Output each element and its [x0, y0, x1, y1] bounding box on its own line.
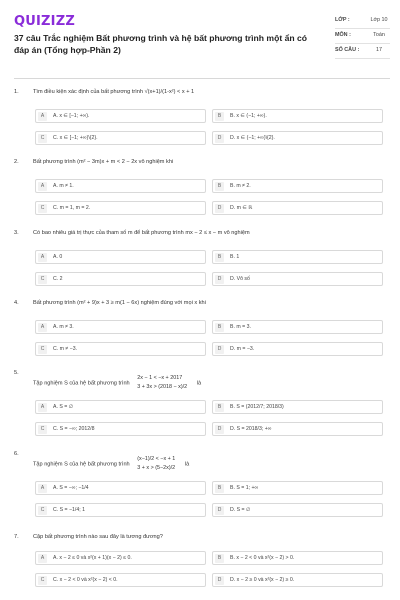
options — [35, 551, 390, 587]
option-text: A. S = ∅ — [53, 404, 74, 410]
question-text: Tập nghiệm S của hệ bất phương trình — [33, 461, 130, 468]
options — [35, 179, 390, 215]
question-6 — [14, 450, 390, 513]
option-text: D. S = ∅ — [230, 507, 251, 513]
option-d[interactable] — [212, 422, 383, 436]
option-text: A. S = −∞; −1/4 — [53, 485, 89, 491]
option-letter: C — [38, 576, 47, 585]
meta-label: SỐ CÂU : — [335, 47, 360, 53]
option-d[interactable] — [212, 201, 383, 215]
option-text: B. x − 2 < 0 và x²(x − 2) > 0. — [230, 555, 295, 561]
system-line: 2x − 1 < −x + 2017 — [137, 375, 183, 381]
option-letter: D — [215, 204, 224, 213]
option-letter: A — [38, 484, 47, 493]
options — [35, 250, 390, 286]
question-text: Có bao nhiêu giá trị thực của tham số m để bất phương trình mx − 2 ≤ x − m vô nghiệm — [33, 230, 250, 236]
option-letter: C — [38, 425, 47, 434]
option-text: D. S = 2018/3; +∞ — [230, 426, 272, 432]
option-letter: B — [215, 554, 224, 563]
option-text: C. S = −∞; 2012/8 — [53, 426, 95, 432]
options — [35, 320, 390, 356]
meta-value: Lớp 10 — [370, 17, 388, 23]
option-letter: A — [38, 403, 47, 412]
question-suffix: là — [184, 461, 190, 468]
option-d[interactable] — [212, 573, 383, 587]
option-text: C. m = 1, m = 2. — [53, 205, 91, 211]
options — [35, 481, 390, 517]
option-a[interactable] — [35, 250, 206, 264]
option-letter: A — [38, 323, 47, 332]
quizizz-logo: QUIZIZZ — [14, 14, 75, 29]
option-a[interactable] — [35, 109, 206, 123]
option-d[interactable] — [212, 131, 383, 145]
option-letter: B — [215, 484, 224, 493]
question-4 — [14, 299, 390, 352]
option-letter: D — [215, 576, 224, 585]
header-divider — [14, 78, 390, 79]
option-text: B. x ∈ (−1; +∞). — [230, 113, 267, 119]
question-3 — [14, 229, 390, 282]
option-letter: A — [38, 554, 47, 563]
option-text: A. x ∈ [−1; +∞). — [53, 113, 90, 119]
option-text: D. x ∈ (−1; +∞)\{2}. — [230, 135, 275, 141]
option-text: B. 1 — [230, 254, 240, 260]
option-c[interactable] — [35, 503, 206, 517]
options — [35, 400, 390, 436]
option-letter: C — [38, 275, 47, 284]
option-letter: D — [215, 345, 224, 354]
option-b[interactable] — [212, 250, 383, 264]
option-b[interactable] — [212, 320, 383, 334]
option-a[interactable] — [35, 179, 206, 193]
option-b[interactable] — [212, 400, 383, 414]
option-a[interactable] — [35, 551, 206, 565]
meta-row-count — [335, 44, 390, 59]
option-letter: C — [38, 345, 47, 354]
option-letter: C — [38, 506, 47, 515]
option-b[interactable] — [212, 481, 383, 495]
question-1 — [14, 88, 390, 141]
option-text: C. m ≠ −3. — [53, 346, 78, 352]
question-suffix: là — [196, 380, 202, 387]
question-number: 4. — [14, 300, 19, 306]
option-text: A. m ≠ 3. — [53, 324, 74, 330]
system-line: 3 + 3x > (2018 − x)/2 — [137, 384, 188, 390]
meta-panel — [335, 14, 390, 59]
option-text: B. m = 3. — [230, 324, 251, 330]
option-letter: C — [38, 204, 47, 213]
option-letter: D — [215, 275, 224, 284]
option-c[interactable] — [35, 422, 206, 436]
question-text: Bất phương trình (m² + 9)x + 3 ≥ m(1 − 6x) nghiệm đúng với mọi x khi — [33, 300, 206, 306]
system-line: 3 + x > (5−2x)/2 — [137, 465, 176, 471]
question-number: 2. — [14, 159, 19, 165]
question-number: 3. — [14, 230, 19, 236]
option-a[interactable] — [35, 481, 206, 495]
options — [35, 109, 390, 145]
option-text: A. m ≠ 1. — [53, 183, 74, 189]
option-c[interactable] — [35, 272, 206, 286]
option-letter: C — [38, 134, 47, 143]
option-letter: B — [215, 253, 224, 262]
option-letter: B — [215, 182, 224, 191]
option-letter: A — [38, 253, 47, 262]
meta-row-subject — [335, 29, 390, 44]
option-c[interactable] — [35, 201, 206, 215]
option-text: C. S = −1/4; 1 — [53, 507, 86, 513]
option-d[interactable] — [212, 503, 383, 517]
option-a[interactable] — [35, 400, 206, 414]
question-number: 1. — [14, 89, 19, 95]
system-line: (x−1)/2 < −x + 1 — [137, 456, 176, 462]
option-c[interactable] — [35, 573, 206, 587]
question-number: 7. — [14, 534, 19, 540]
option-b[interactable] — [212, 551, 383, 565]
meta-label: LỚP : — [335, 17, 350, 23]
option-letter: D — [215, 506, 224, 515]
option-text: A. x − 2 ≤ 0 và x²(x + 1)(x − 2) ≤ 0. — [53, 555, 132, 561]
option-text: B. m ≠ 2. — [230, 183, 251, 189]
inequality-system — [137, 455, 175, 473]
option-text: A. 0 — [53, 254, 63, 260]
question-2 — [14, 158, 390, 211]
option-text: D. m ∈ ℝ — [230, 205, 253, 211]
question-5 — [14, 369, 390, 432]
meta-label: MÔN : — [335, 32, 351, 38]
option-letter: D — [215, 425, 224, 434]
option-text: B. S = 1; +∞ — [230, 485, 259, 491]
question-7 — [14, 533, 390, 583]
option-c[interactable] — [35, 131, 206, 145]
option-letter: A — [38, 112, 47, 121]
option-letter: D — [215, 134, 224, 143]
option-text: C. x ∈ [−1; +∞)\{2}. — [53, 135, 98, 141]
option-c[interactable] — [35, 342, 206, 356]
question-text: Cặp bất phương trình nào sau đây là tương đương? — [33, 534, 163, 540]
option-a[interactable] — [35, 320, 206, 334]
option-letter: A — [38, 182, 47, 191]
option-text: C. x − 2 < 0 và x²(x − 2) < 0. — [53, 577, 118, 583]
inequality-system — [137, 374, 187, 392]
option-text: B. S = (2012/7; 2018/3) — [230, 404, 284, 410]
option-text: D. x − 2 ≥ 0 và x²(x − 2) ≥ 0. — [230, 577, 295, 583]
question-text: Tập nghiệm S của hệ bất phương trình — [33, 380, 130, 387]
meta-value: Toán — [373, 32, 385, 38]
option-d[interactable] — [212, 272, 383, 286]
question-number: 5. — [14, 370, 19, 376]
option-letter: B — [215, 112, 224, 121]
option-letter: B — [215, 323, 224, 332]
option-text: C. 2 — [53, 276, 63, 282]
option-d[interactable] — [212, 342, 383, 356]
option-b[interactable] — [212, 179, 383, 193]
meta-value: 17 — [376, 47, 382, 53]
option-text: D. m = −3. — [230, 346, 255, 352]
option-letter: B — [215, 403, 224, 412]
question-number: 6. — [14, 451, 19, 457]
question-text: Bất phương trình (m² − 3m)x + m < 2 − 2x vô nghiệm khi — [33, 159, 174, 165]
page-title: 37 câu Trắc nghiệm Bất phương trình và hệ bất phương trình một ẩn có đáp án (Tổng hợp-Phần 2) — [14, 33, 308, 55]
question-text: Tìm điều kiện xác định của bất phương trình √(x+1)/(1-x²) < x + 1 — [33, 89, 195, 95]
option-text: D. Vô số — [230, 276, 250, 282]
option-b[interactable] — [212, 109, 383, 123]
meta-row-class — [335, 14, 390, 29]
